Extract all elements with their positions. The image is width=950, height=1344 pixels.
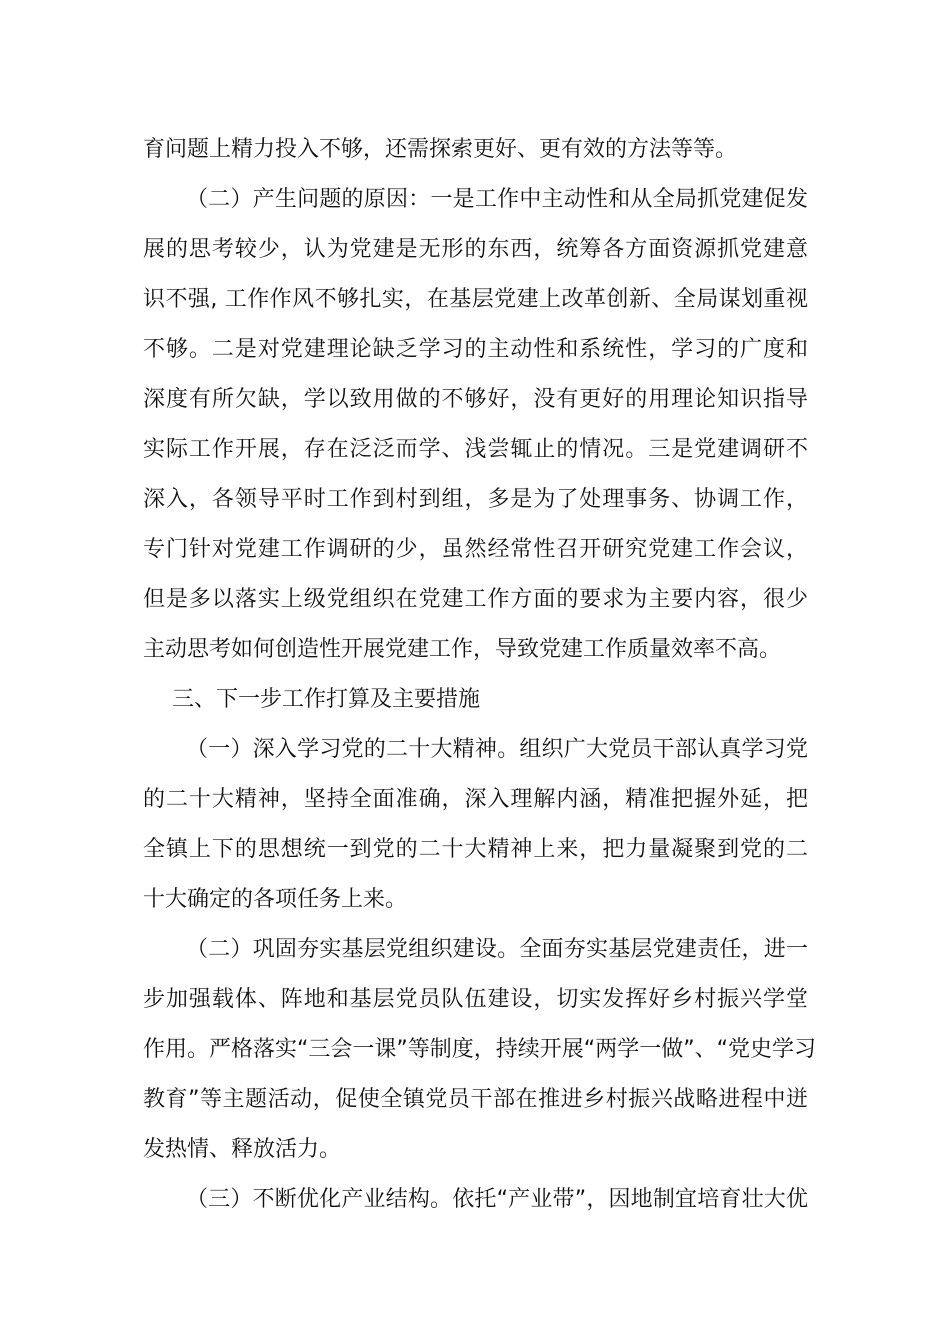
paragraph-line: 专门针对党建工作调研的少，虽然经常性召开研究党建工作会议， — [143, 537, 808, 562]
paragraph-line: 深度有所欠缺，学以致用做的不够好，没有更好的用理论知识指导 — [143, 387, 808, 412]
paragraph-line: 深入，各领导平时工作到村到组，多是为了处理事务、协调工作， — [143, 487, 808, 512]
paragraph-line: 实际工作开展，存在泛泛而学、浅尝辄止的情况。三是党建调研不 — [143, 437, 808, 462]
paragraph-line: 步加强载体、阵地和基层党员队伍建设，切实发挥好乡村振兴学堂 — [143, 987, 808, 1012]
paragraph-line: 但是多以落实上级党组织在党建工作方面的要求为主要内容，很少 — [143, 587, 808, 612]
section-heading: 三、下一步工作打算及主要措施 — [172, 687, 481, 712]
paragraph-line: 全镇上下的思想统一到党的二十大精神上来，把力量凝聚到党的二 — [143, 837, 808, 862]
paragraph-line: （一）深入学习党的二十大精神。组织广大党员干部认真学习党 — [186, 737, 808, 762]
paragraph-line: （二）巩固夯实基层党组织建设。全面夯实基层党建责任，进一 — [186, 937, 808, 962]
paragraph-line: 发热情、释放活力。 — [143, 1137, 342, 1162]
paragraph-line: 教育”等主题活动，促使全镇党员干部在推进乡村振兴战略进程中迸 — [143, 1087, 808, 1112]
paragraph-line: （二）产生问题的原因：一是工作中主动性和从全局抓党建促发 — [186, 187, 808, 212]
paragraph-line: 展的思考较少，认为党建是无形的东西，统筹各方面资源抓党建意 — [143, 237, 808, 262]
paragraph-line: 育问题上精力投入不够，还需探索更好、更有效的方法等等。 — [143, 137, 738, 162]
paragraph-line: 十大确定的各项任务上来。 — [143, 887, 408, 912]
paragraph-line: 主动思考如何创造性开展党建工作，导致党建工作质量效率不高。 — [143, 637, 782, 662]
paragraph-line: 不够。二是对党建理论缺乏学习的主动性和系统性，学习的广度和 — [143, 337, 808, 362]
paragraph-line: （三）不断优化产业结构。依托“产业带”，因地制宜培育壮大优 — [186, 1187, 808, 1212]
paragraph-line: 作用。严格落实“三会一课”等制度，持续开展“两学一做”、“党史学习 — [143, 1037, 816, 1062]
paragraph-line: 的二十大精神，坚持全面准确，深入理解内涵，精准把握外延，把 — [143, 787, 808, 812]
paragraph-line: 识不强, 工作作风不够扎实，在基层党建上改革创新、全局谋划重视 — [143, 287, 808, 312]
